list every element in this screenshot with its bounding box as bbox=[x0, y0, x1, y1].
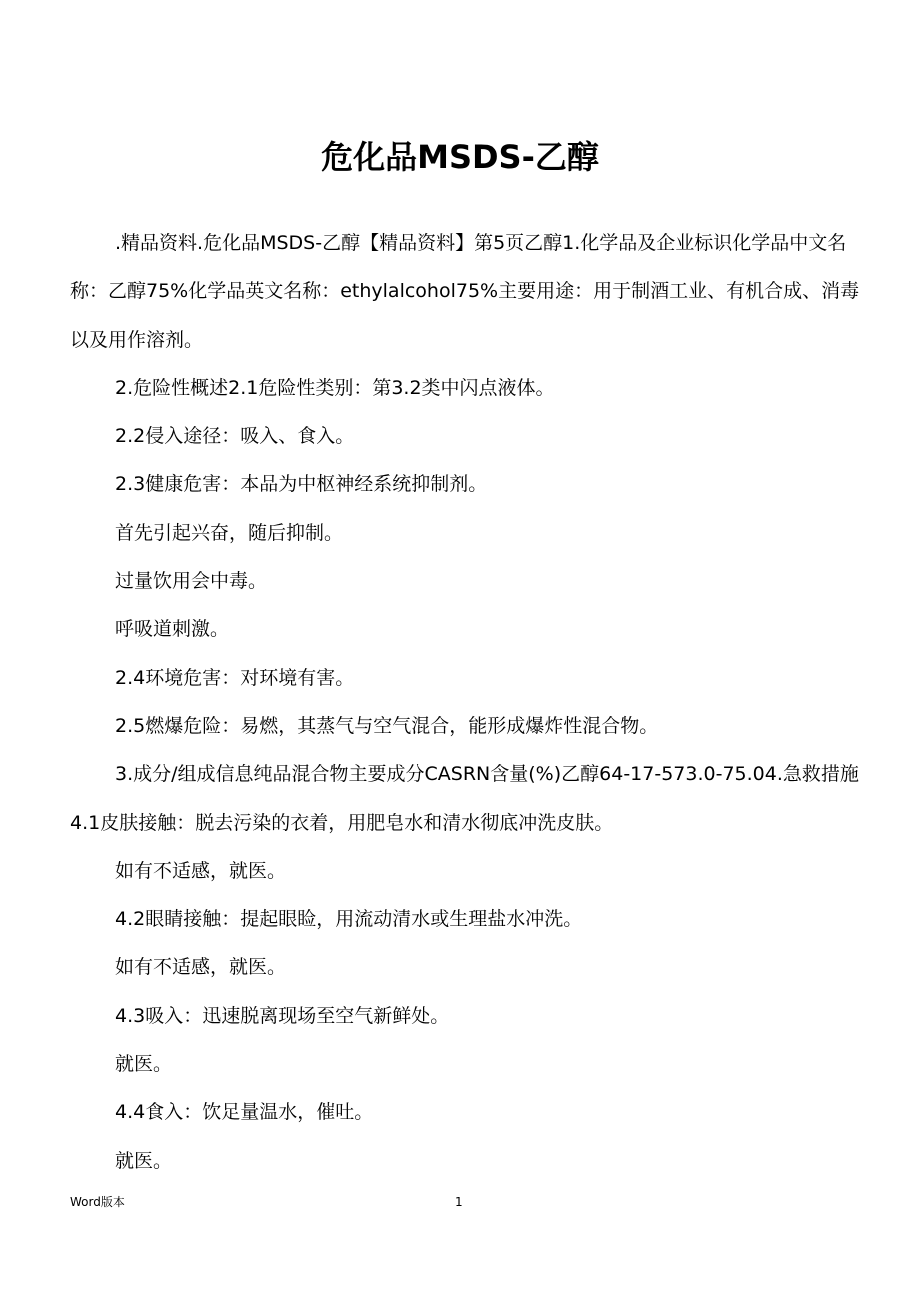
paragraph-15: 就医。 bbox=[115, 1053, 173, 1076]
paragraph-3: 2.2侵入途径：吸入、食入。 bbox=[115, 425, 355, 448]
paragraph-12: 4.2眼睛接触：提起眼睑，用流动清水或生理盐水冲洗。 bbox=[115, 908, 583, 931]
paragraph-16: 4.4食入：饮足量温水，催吐。 bbox=[115, 1101, 374, 1124]
paragraph-5: 首先引起兴奋，随后抑制。 bbox=[115, 521, 344, 544]
paragraph-4: 2.3健康危害：本品为中枢神经系统抑制剂。 bbox=[115, 473, 488, 496]
paragraph-10: 3.成分/组成信息纯品混合物主要成分CASRN含量(%)乙醇64-17-573.0-75.04.急救措施4.1皮肤接触：脱去污染的衣着，用肥皂水和清水彻底冲洗皮肤。 bbox=[70, 763, 859, 834]
document-body bbox=[70, 219, 862, 1185]
footer-page-number: 1 bbox=[455, 1195, 463, 1209]
paragraph-7: 呼吸道刺激。 bbox=[115, 618, 230, 641]
paragraph-13: 如有不适感，就医。 bbox=[115, 956, 287, 979]
paragraph-6: 过量饮用会中毒。 bbox=[115, 570, 268, 593]
footer-label: Word版本 bbox=[70, 1195, 125, 1209]
paragraph-17: 就医。 bbox=[115, 1149, 173, 1172]
paragraph-11: 如有不适感，就医。 bbox=[115, 859, 287, 882]
paragraph-1: .精品资料.危化品MSDS-乙醇【精品资料】第5页乙醇1.化学品及企业标识化学品中文名称：乙醇75%化学品英文名称：ethylalcohol75%主要用途：用于制酒工业、有机合成、消毒以及用作溶剂。 bbox=[70, 232, 860, 351]
paragraph-9: 2.5燃爆危险：易燃，其蒸气与空气混合，能形成爆炸性混合物。 bbox=[115, 714, 659, 737]
paragraph-8: 2.4环境危害：对环境有害。 bbox=[115, 666, 355, 689]
paragraph-2: 2.危险性概述2.1危险性类别：第3.2类中闪点液体。 bbox=[115, 376, 555, 399]
paragraph-14: 4.3吸入：迅速脱离现场至空气新鲜处。 bbox=[115, 1004, 450, 1027]
document-title: 危化品MSDS-乙醇 bbox=[321, 138, 599, 176]
